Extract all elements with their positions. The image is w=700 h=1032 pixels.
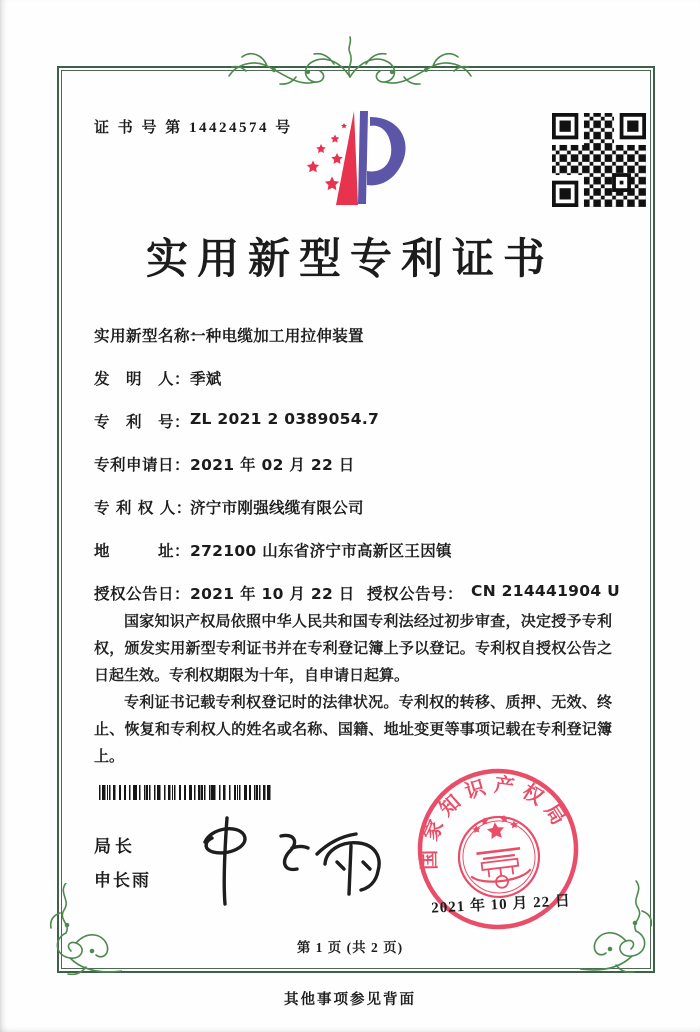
floral-ornament-top: [228, 31, 472, 91]
field-value: CN 214441904 U: [471, 582, 621, 600]
field-value: 济宁市刚强线缆有限公司: [190, 499, 364, 517]
seal-ring-text: 国家知识产权局: [418, 774, 574, 870]
field-utility-model-name: [94, 324, 618, 344]
director-name: 申长雨: [94, 871, 151, 891]
page-number: 第 1 页 (共 2 页): [296, 940, 404, 955]
floral-ornament-bottom-right: [580, 879, 666, 983]
field-value: 2021 年 02 月 22 日: [190, 456, 355, 474]
field-label: 授权公告日：: [94, 585, 191, 603]
barcode: [99, 785, 271, 800]
national-emblem: [454, 811, 543, 901]
field-patent-number: [94, 410, 618, 430]
handwritten-signature: [165, 806, 400, 908]
field-label: 授权公告号：: [367, 585, 464, 603]
field-patentee: [94, 496, 618, 516]
field-value: 2021 年 10 月 22 日: [190, 585, 355, 603]
seal-date: 2021 年 10 月 22 日: [430, 893, 572, 917]
field-label: 地 址：: [94, 542, 191, 560]
legal-text-block: [94, 609, 612, 771]
certificate-fields: [94, 324, 621, 625]
field-value: ZL 2021 2 0389054.7: [190, 410, 380, 428]
field-value: 272100 山东省济宁市高新区王因镇: [190, 542, 452, 560]
field-grant-number: [367, 582, 620, 604]
certificate-title: 实用新型专利证书: [145, 237, 554, 283]
field-address: [94, 539, 618, 559]
field-filing-date: [94, 453, 618, 473]
field-grant-date: [94, 582, 621, 603]
field-label: 专利申请日：: [94, 456, 191, 474]
director-title: 局长: [94, 837, 136, 857]
field-label: 专 利 权 人：: [94, 499, 192, 517]
field-value: 一种电缆加工用拉伸装置: [190, 327, 364, 345]
field-inventor: [94, 367, 618, 387]
field-label: 实用新型名称：: [94, 327, 207, 345]
legal-paragraph-2: 专利证书记载专利权登记时的法律状况。专利权的转移、质押、无效、终止、恢复和专利权人的姓名或名称、国籍、地址变更等事项记载在专利登记簿上。: [94, 695, 612, 765]
legal-paragraph-1: 国家知识产权局依照中华人民共和国专利法经过初步审查，决定授予专利权，颁发实用新型专利证书并在专利登记簿上予以登记。专利权自授权公告之日起生效。专利权期限为十年，自申请日起算。: [94, 614, 612, 684]
floral-ornament-bottom-left: [36, 883, 122, 983]
cnipa-patent-logo-icon: [287, 109, 415, 217]
qr-code: [552, 113, 646, 207]
field-label: 专 利 号：: [94, 413, 191, 431]
certificate-number: 证 书 号 第 14424574 号: [94, 120, 293, 136]
field-label: 发 明 人：: [94, 370, 191, 388]
back-side-note: 其他事项参见背面: [284, 992, 416, 1008]
field-value: 季斌: [190, 370, 222, 388]
